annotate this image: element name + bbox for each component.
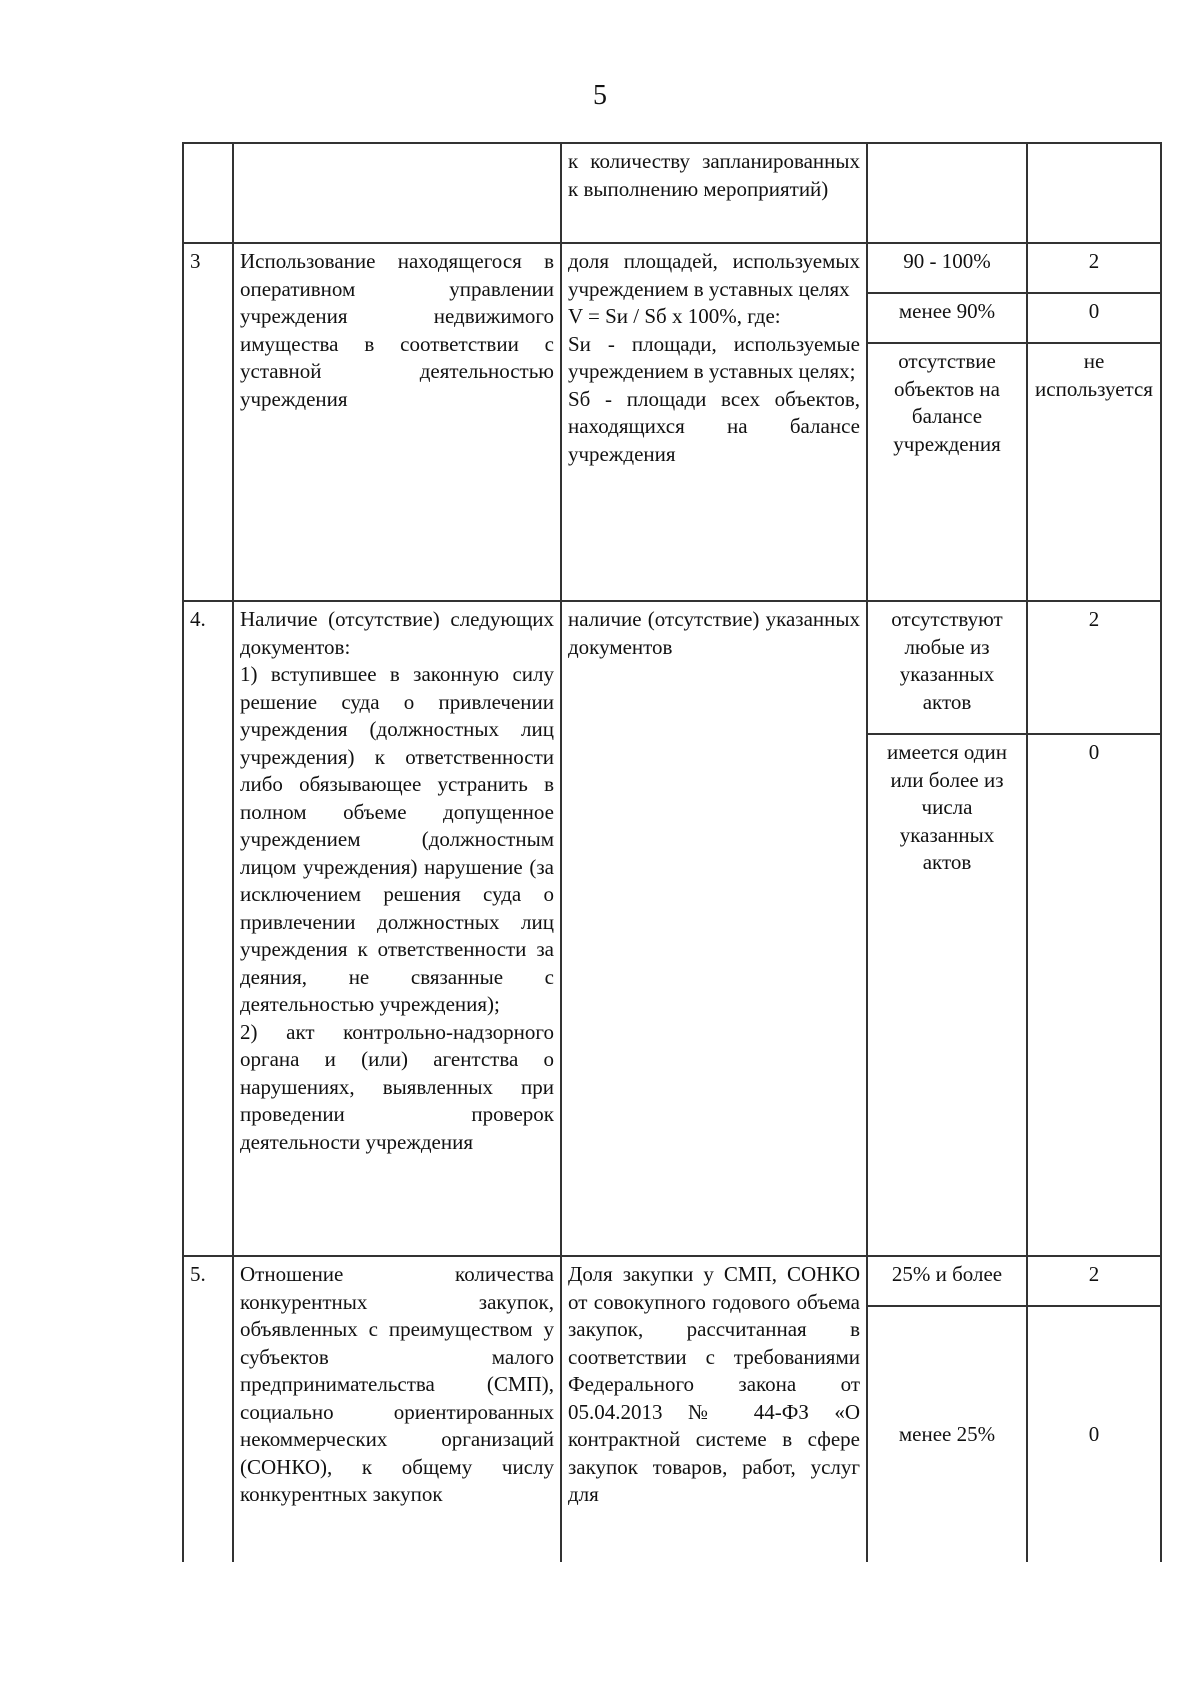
indicator-formula-text: доля площадей, используемых учреждением в уставных целях V = Sи / Sб x 100%, где: Sи - площади, используемые учреждением в уставных целях; Sб - площади всех объектов, находящихся на балансе учреждения: [568, 249, 860, 466]
criterion-name-cell: Использование находящегося в оперативном управлении учреждения недвижимого имущества в соответствии с уставной деятельностью учреждения: [233, 243, 561, 601]
score-cell: 2: [1027, 1256, 1161, 1306]
score-cell: 0: [1027, 734, 1161, 1256]
criterion-item-2: 2) акт контрольно-надзорного органа и (или) агентства о нарушениях, выявленных при проведении проверок деятельности учреждения: [240, 1019, 554, 1154]
indicator-cell: Доля закупки у СМП, СОНКО от совокупного годового объема закупок, рассчитанная в соответствии с требованиями Федерального закона от 05.04.2013 № 44-ФЗ «О контрактной системе в сфере закупок товаров, работ, услуг для: [561, 1256, 867, 1562]
value-cell: 90 - 100%: [867, 243, 1027, 293]
table-row-4: [183, 601, 1161, 734]
table-row-3: [183, 243, 1161, 293]
score-cell: не используется: [1027, 343, 1161, 601]
criterion-name-cell: [233, 601, 561, 1256]
value-cell: менее 90%: [867, 293, 1027, 343]
criteria-table: [182, 142, 1162, 1562]
table-row-5: [183, 1256, 1161, 1306]
page-number: 5: [593, 80, 607, 111]
score-cell: [1027, 143, 1161, 243]
row-number-cell: 3: [183, 243, 233, 601]
table-row-continuation: [183, 143, 1161, 243]
score-cell: 2: [1027, 601, 1161, 734]
indicator-cell: [561, 243, 867, 601]
score-cell: 0: [1027, 293, 1161, 343]
criterion-name-cell: [233, 143, 561, 243]
row-number-cell: [183, 143, 233, 243]
criterion-name-cell: Отношение количества конкурентных закупок, объявленных с преимуществом у субъектов малого предпринимательства (СМП), социально ориентированных некоммерческих организаций (СОНКО), к общему числу конкурентных закупок: [233, 1256, 561, 1562]
value-cell: [867, 143, 1027, 243]
value-cell: отсутствуют любые из указанных актов: [867, 601, 1027, 734]
row-number-cell: 5.: [183, 1256, 233, 1562]
value-cell: имеется один или более из числа указанных актов: [867, 734, 1027, 1256]
indicator-cell: наличие (отсутствие) указанных документов: [561, 601, 867, 1256]
criterion-intro: Наличие (отсутствие) следующих документов:: [240, 607, 554, 659]
criterion-item-1: 1) вступившее в законную силу решение суда о привлечении учреждения (должностных лиц учреждения) к ответственности либо обязывающее устранить в полном объеме допущенное учреждением (должностным лицом учреждения) нарушение (за исключением решения суда о привлечении должностных лиц учреждения к ответственности за деяния, не связанные с деятельностью учреждения);: [240, 662, 554, 1016]
value-cell: 25% и более: [867, 1256, 1027, 1306]
score-cell: 2: [1027, 243, 1161, 293]
row-number-cell: 4.: [183, 601, 233, 1256]
value-cell: менее 25%: [867, 1306, 1027, 1562]
score-cell: 0: [1027, 1306, 1161, 1562]
indicator-cell: к количеству запланированных к выполнению мероприятий): [561, 143, 867, 243]
value-cell: отсутствие объектов на балансе учреждения: [867, 343, 1027, 601]
